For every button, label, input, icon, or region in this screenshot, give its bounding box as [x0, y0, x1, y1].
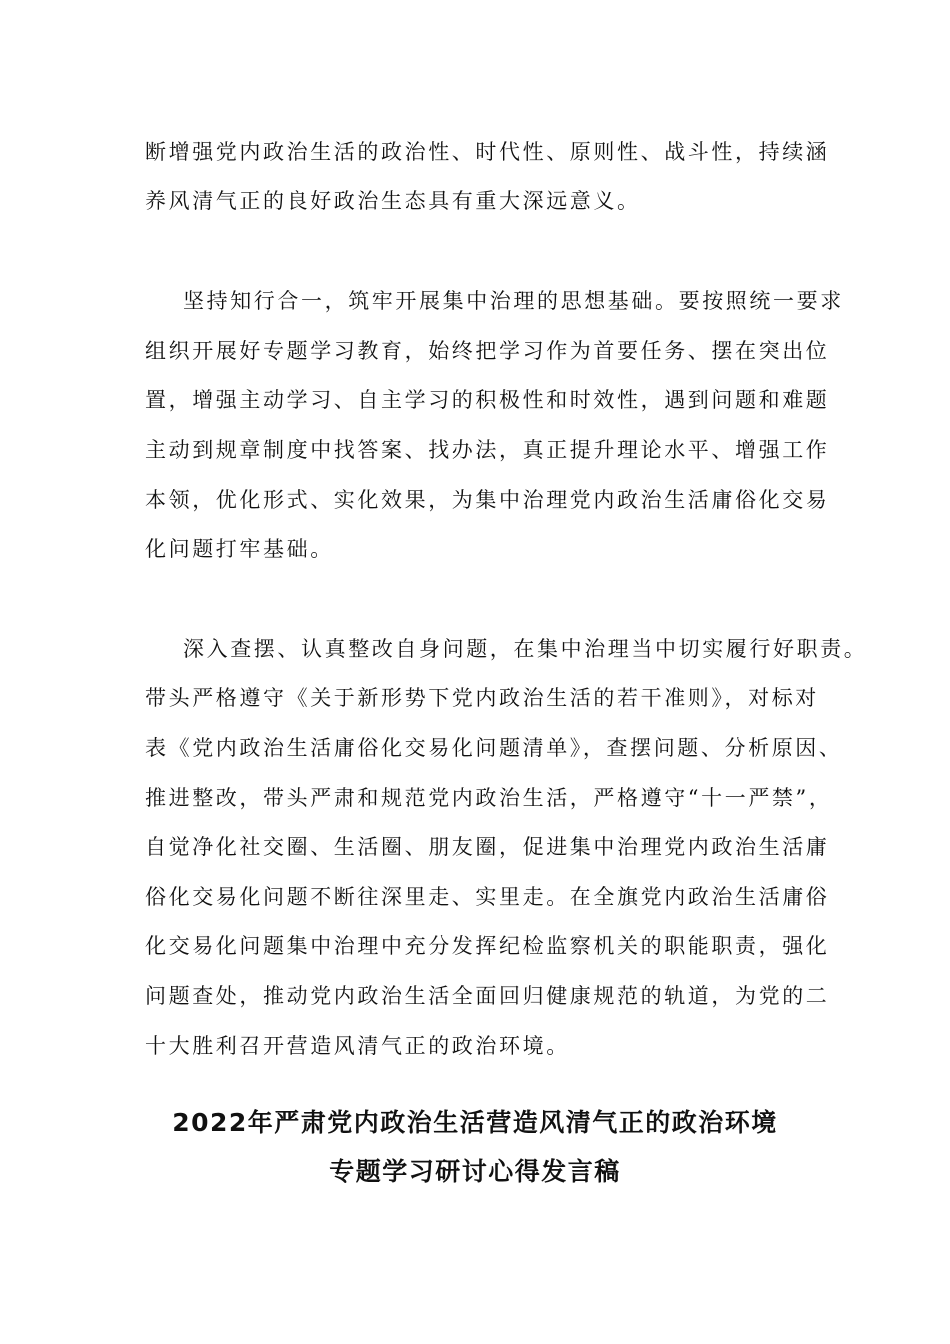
paragraph-1-line-1: 断增强党内政治生活的政治性、时代性、原则性、战斗性，持续涵	[145, 140, 830, 164]
paragraph-2-line-3: 置，增强主动学习、自主学习的积极性和时效性，遇到问题和难题	[145, 388, 830, 412]
section-title-line-2: 专题学习研讨心得发言稿	[329, 1157, 621, 1186]
paragraph-3-line-6: 俗化交易化问题不断往深里走、实里走。在全旗党内政治生活庸俗	[145, 885, 830, 909]
paragraph-3-line-4: 推进整改，带头严肃和规范党内政治生活，严格遵守“十一严禁”，	[145, 786, 833, 810]
paragraph-3-line-3: 表《党内政治生活庸俗化交易化问题清单》，查摆问题、分析原因、	[145, 736, 843, 760]
paragraph-3-line-1: 深入查摆、认真整改自身问题，在集中治理当中切实履行好职责。	[183, 637, 868, 661]
paragraph-2-line-1: 坚持知行合一，筑牢开展集中治理的思想基础。要按照统一要求	[183, 289, 844, 313]
paragraph-2-line-2: 组织开展好专题学习教育，始终把学习作为首要任务、摆在突出位	[145, 339, 830, 363]
paragraph-3-line-8: 问题查处，推动党内政治生活全面回归健康规范的轨道，为党的二	[145, 984, 830, 1008]
paragraph-3-line-7: 化交易化问题集中治理中充分发挥纪检监察机关的职能职责，强化	[145, 934, 830, 958]
paragraph-2-line-6: 化问题打牢基础。	[145, 537, 334, 561]
paragraph-2-line-4: 主动到规章制度中找答案、找办法，真正提升理论水平、增强工作	[145, 438, 830, 462]
paragraph-3-line-2: 带头严格遵守《关于新形势下党内政治生活的若干准则》，对标对	[145, 686, 819, 710]
paragraph-3-line-5: 自觉净化社交圈、生活圈、朋友圈，促进集中治理党内政治生活庸	[145, 835, 830, 859]
paragraph-2-line-5: 本领，优化形式、实化效果，为集中治理党内政治生活庸俗化交易	[145, 488, 830, 512]
paragraph-3-line-9: 十大胜利召开营造风清气正的政治环境。	[145, 1034, 570, 1058]
section-title-line-1: 2022年严肃党内政治生活营造风清气正的政治环境	[172, 1108, 778, 1137]
paragraph-1-line-2: 养风清气正的良好政治生态具有重大深远意义。	[145, 189, 641, 213]
